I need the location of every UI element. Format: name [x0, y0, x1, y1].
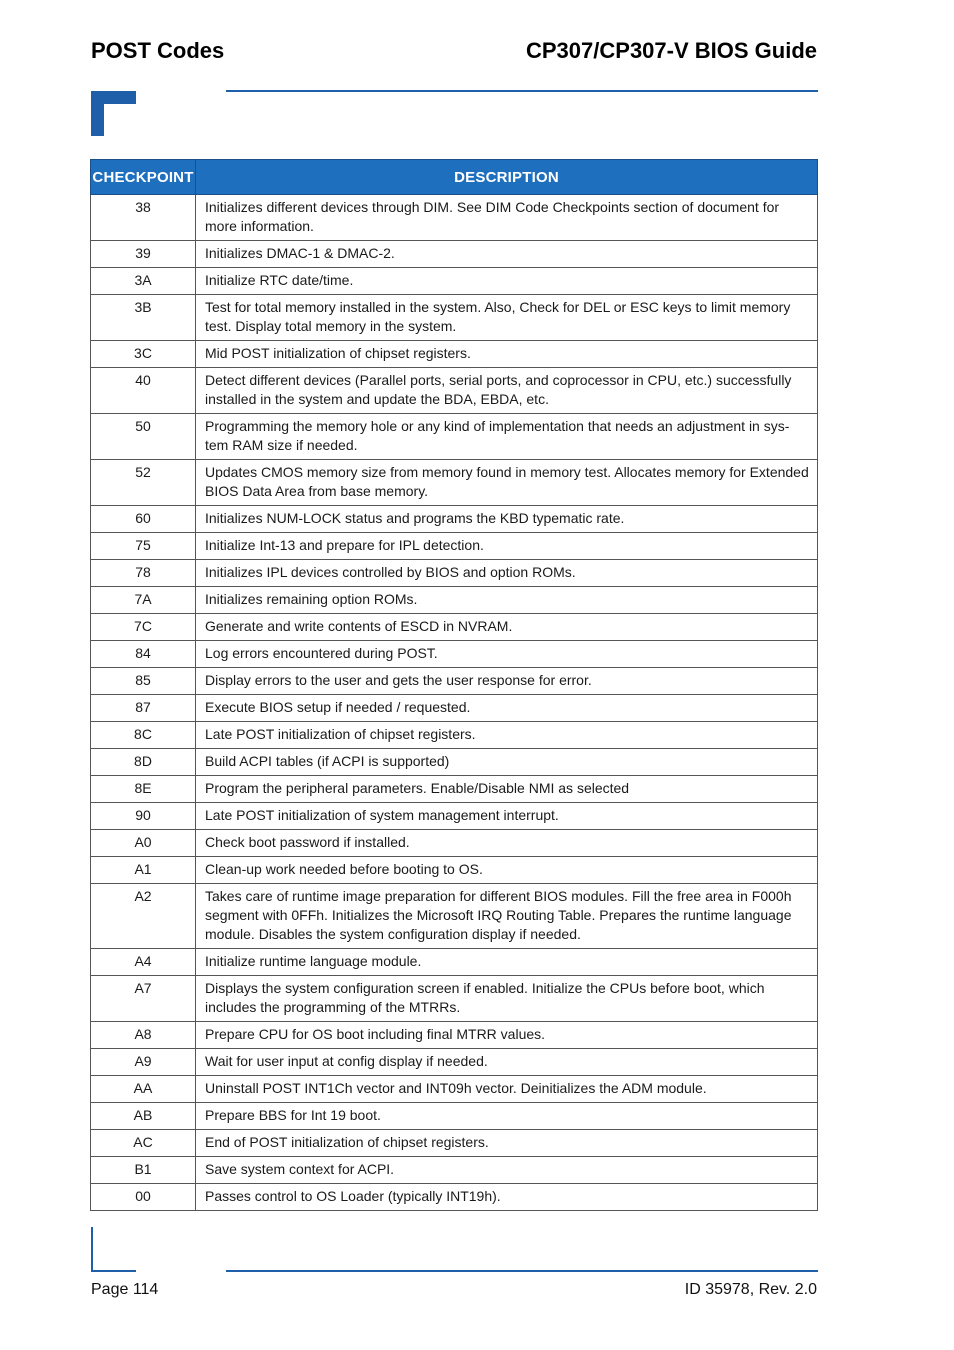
description-cell: Execute BIOS setup if needed / requested. [196, 695, 818, 722]
table-row [91, 587, 818, 614]
description-cell: Log errors encountered during POST. [196, 641, 818, 668]
description-cell: Initializes different devices through DIM. See DIM Code Checkpoints section of document for more information. [196, 195, 818, 241]
document-id: ID 35978, Rev. 2.0 [684, 1281, 817, 1298]
table-row [91, 460, 818, 506]
description-cell: Takes care of runtime image preparation for different BIOS modules. Fill the free area in F000h segment with 0FFh. Initializes the Microsoft IRQ Routing Table. Prepares the runtime language module. Disables the system configuration display if needed. [196, 884, 818, 949]
checkpoint-cell: 50 [91, 414, 196, 460]
description-cell: Prepare CPU for OS boot including final MTRR values. [196, 1022, 818, 1049]
description-cell: Prepare BBS for Int 19 boot. [196, 1103, 818, 1130]
checkpoint-cell: 8E [91, 776, 196, 803]
description-cell: Initializes DMAC-1 & DMAC-2. [196, 241, 818, 268]
checkpoint-cell: A9 [91, 1049, 196, 1076]
description-cell: Program the peripheral parameters. Enable/Disable NMI as selected [196, 776, 818, 803]
table-row [91, 614, 818, 641]
table-row [91, 560, 818, 587]
checkpoint-cell: A8 [91, 1022, 196, 1049]
table-row [91, 857, 818, 884]
checkpoint-cell: 85 [91, 668, 196, 695]
checkpoint-cell: 3A [91, 268, 196, 295]
table-row [91, 195, 818, 241]
table-row [91, 749, 818, 776]
table-header-row [91, 160, 818, 195]
description-cell: Mid POST initialization of chipset registers. [196, 341, 818, 368]
checkpoint-cell: 00 [91, 1184, 196, 1211]
checkpoint-cell: 52 [91, 460, 196, 506]
description-cell: Initialize Int-13 and prepare for IPL detection. [196, 533, 818, 560]
description-cell: Detect different devices (Parallel ports, serial ports, and coprocessor in CPU, etc.) successfully installed in the system and update the BDA, EBDA, etc. [196, 368, 818, 414]
table-row [91, 268, 818, 295]
table-row [91, 506, 818, 533]
checkpoint-cell: AC [91, 1130, 196, 1157]
checkpoint-cell: 39 [91, 241, 196, 268]
description-cell: Displays the system configuration screen if enabled. Initialize the CPUs before boot, which includes the programming of the MTRRs. [196, 976, 818, 1022]
checkpoint-column-header: CHECKPOINT [91, 160, 196, 195]
checkpoint-cell: 78 [91, 560, 196, 587]
description-cell: Initializes IPL devices controlled by BIOS and option ROMs. [196, 560, 818, 587]
checkpoint-cell: 3B [91, 295, 196, 341]
table-row [91, 295, 818, 341]
table-row [91, 884, 818, 949]
table-row [91, 668, 818, 695]
checkpoint-cell: 38 [91, 195, 196, 241]
description-cell: Late POST initialization of chipset registers. [196, 722, 818, 749]
checkpoint-cell: AB [91, 1103, 196, 1130]
description-cell: Initializes remaining option ROMs. [196, 587, 818, 614]
page-number: Page 114 [91, 1281, 159, 1298]
description-cell: Check boot password if installed. [196, 830, 818, 857]
document-title: CP307/CP307-V BIOS Guide [526, 38, 817, 63]
checkpoint-cell: 60 [91, 506, 196, 533]
table-body [91, 195, 818, 1211]
description-cell: Initialize runtime language module. [196, 949, 818, 976]
corner-mark-top [91, 91, 136, 136]
table-row [91, 241, 818, 268]
table-row [91, 722, 818, 749]
section-title: POST Codes [91, 38, 225, 63]
checkpoint-cell: 7C [91, 614, 196, 641]
checkpoint-cell: 8D [91, 749, 196, 776]
description-cell: Updates CMOS memory size from memory found in memory test. Allocates memory for Extended BIOS Data Area from base memory. [196, 460, 818, 506]
checkpoint-cell: 3C [91, 341, 196, 368]
table-row [91, 1103, 818, 1130]
table-row [91, 1157, 818, 1184]
table-row [91, 830, 818, 857]
checkpoint-cell: 7A [91, 587, 196, 614]
description-cell: Initialize RTC date/time. [196, 268, 818, 295]
table-row [91, 1022, 818, 1049]
table-row [91, 1049, 818, 1076]
footer-rule [226, 1270, 818, 1272]
checkpoint-cell: A7 [91, 976, 196, 1022]
checkpoint-cell: 8C [91, 722, 196, 749]
corner-mark-bottom [91, 1227, 136, 1272]
table-row [91, 776, 818, 803]
description-cell: Passes control to OS Loader (typically INT19h). [196, 1184, 818, 1211]
checkpoint-cell: A0 [91, 830, 196, 857]
description-cell: Uninstall POST INT1Ch vector and INT09h vector. Deinitializes the ADM module. [196, 1076, 818, 1103]
checkpoint-cell: B1 [91, 1157, 196, 1184]
description-cell: Test for total memory installed in the system. Also, Check for DEL or ESC keys to limit memory test. Display total memory in the system. [196, 295, 818, 341]
description-cell: Clean-up work needed before booting to OS. [196, 857, 818, 884]
table-row [91, 1076, 818, 1103]
table-row [91, 414, 818, 460]
post-codes-table [90, 159, 818, 1211]
description-cell: Initializes NUM-LOCK status and programs the KBD typematic rate. [196, 506, 818, 533]
description-cell: Display errors to the user and gets the user response for error. [196, 668, 818, 695]
table-row [91, 1184, 818, 1211]
description-column-header: DESCRIPTION [196, 160, 818, 195]
checkpoint-cell: 75 [91, 533, 196, 560]
description-cell: Wait for user input at config display if needed. [196, 1049, 818, 1076]
checkpoint-cell: A4 [91, 949, 196, 976]
checkpoint-cell: 87 [91, 695, 196, 722]
checkpoint-cell: A1 [91, 857, 196, 884]
description-cell: Build ACPI tables (if ACPI is supported) [196, 749, 818, 776]
table-row [91, 695, 818, 722]
checkpoint-cell: A2 [91, 884, 196, 949]
checkpoint-cell: 90 [91, 803, 196, 830]
checkpoint-cell: 40 [91, 368, 196, 414]
checkpoint-cell: 84 [91, 641, 196, 668]
description-cell: End of POST initialization of chipset registers. [196, 1130, 818, 1157]
checkpoint-cell: AA [91, 1076, 196, 1103]
table-row [91, 368, 818, 414]
table-row [91, 949, 818, 976]
description-cell: Generate and write contents of ESCD in NVRAM. [196, 614, 818, 641]
header-rule [226, 90, 818, 92]
table-row [91, 976, 818, 1022]
table-row [91, 803, 818, 830]
table-row [91, 341, 818, 368]
table-row [91, 1130, 818, 1157]
description-cell: Late POST initialization of system management interrupt. [196, 803, 818, 830]
table-row [91, 533, 818, 560]
description-cell: Save system context for ACPI. [196, 1157, 818, 1184]
description-cell: Programming the memory hole or any kind of implementation that needs an adjustment in sys-tem RAM size if needed. [196, 414, 818, 460]
table-row [91, 641, 818, 668]
